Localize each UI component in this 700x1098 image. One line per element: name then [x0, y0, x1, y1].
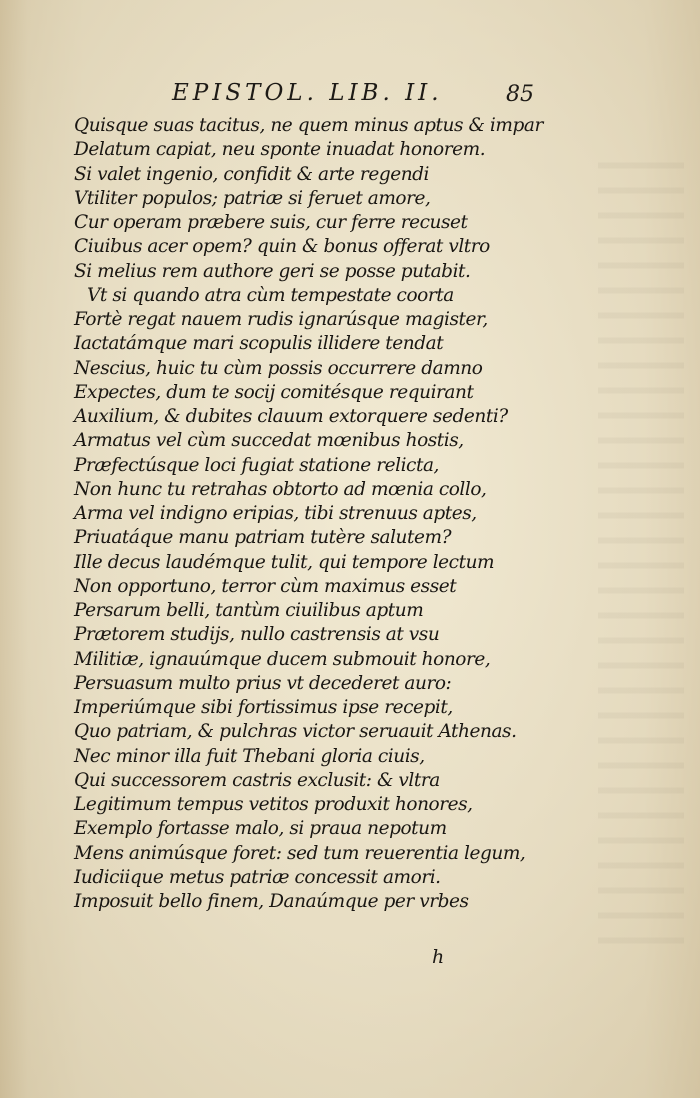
- verse-line: Militiæ, ignauúmque ducem submouit honore,: [74, 648, 491, 670]
- verse-line: Exemplo fortasse malo, si praua nepotum: [74, 818, 447, 840]
- verse-line: Delatum capiat, neu sponte inuadat honorem.: [74, 139, 486, 161]
- verse-line: Ille decus laudémque tulit, qui tempore lectum: [74, 551, 495, 573]
- verse-line: Expectes, dum te socij comitésque requirant: [74, 381, 474, 403]
- verse-line: Qui successorem castris exclusit: & vltra: [74, 769, 440, 791]
- verse-line: Armatus vel cùm succedat mœnibus hostis,: [74, 430, 464, 452]
- verse-line: Non hunc tu retrahas obtorto ad mœnia collo,: [74, 478, 487, 500]
- verse-line: Persuasum multo prius vt decederet auro:: [74, 672, 452, 694]
- verse-line: Quisque suas tacitus, ne quem minus aptus & impar: [74, 115, 543, 136]
- verse-line: Persarum belli, tantùm ciuilibus aptum: [74, 600, 424, 621]
- verse-line: Imposuit bello finem, Danaúmque per vrbes: [74, 891, 469, 912]
- verse-line: Fortè regat nauem rudis ignarúsque magister,: [74, 309, 488, 330]
- running-title: EPISTOL. LIB. II.: [172, 80, 443, 106]
- verse-line: Nescius, huic tu cùm possis occurrere damno: [74, 357, 483, 379]
- verse-line: Præfectúsque loci fugiat statione relicta,: [74, 454, 439, 476]
- verse-line: Cur operam præbere suis, cur ferre recuset: [74, 212, 468, 233]
- verse-line: Prætorem studijs, nullo castrensis at vsu: [74, 624, 440, 646]
- verse-line: Si valet ingenio, confidit & arte regendi: [74, 163, 430, 185]
- verse-line: Arma vel indigno eripias, tibi strenuus aptes,: [74, 503, 477, 524]
- verse-line: Vt si quando atra cùm tempestate coorta: [87, 284, 454, 306]
- verse-line: Legitimum tempus vetitos produxit honores,: [74, 794, 473, 815]
- verse-line: Iudiciique metus patriæ concessit amori.: [74, 866, 441, 888]
- show-through-texture: [598, 150, 684, 950]
- verse-line: Si melius rem authore geri se posse putabit.: [74, 260, 471, 282]
- verse-line: Vtiliter populos; patriæ si feruet amore,: [74, 187, 431, 209]
- verse-line: Auxilium, & dubites clauum extorquere sedenti?: [74, 406, 508, 427]
- verse-block: [74, 114, 594, 914]
- verse-line: Priuatáque manu patriam tutère salutem?: [74, 527, 452, 549]
- verse-line: Imperiúmque sibi fortissimus ipse recepit,: [74, 697, 453, 718]
- verse-line: Iactatámque mari scopulis illidere tendat: [74, 333, 444, 355]
- verse-line: Non opportuno, terror cùm maximus esset: [74, 575, 457, 597]
- signature-mark: h: [432, 946, 445, 968]
- page-number: 85: [506, 82, 534, 107]
- verse-line: Nec minor illa fuit Thebani gloria ciuis,: [74, 745, 425, 767]
- verse-line: Quo patriam, & pulchras victor seruauit Athenas.: [74, 721, 517, 743]
- verse-line: Mens animúsque foret: sed tum reuerentia legum,: [74, 842, 526, 864]
- verse-line: Ciuibus acer opem? quin & bonus offerat vltro: [74, 236, 490, 258]
